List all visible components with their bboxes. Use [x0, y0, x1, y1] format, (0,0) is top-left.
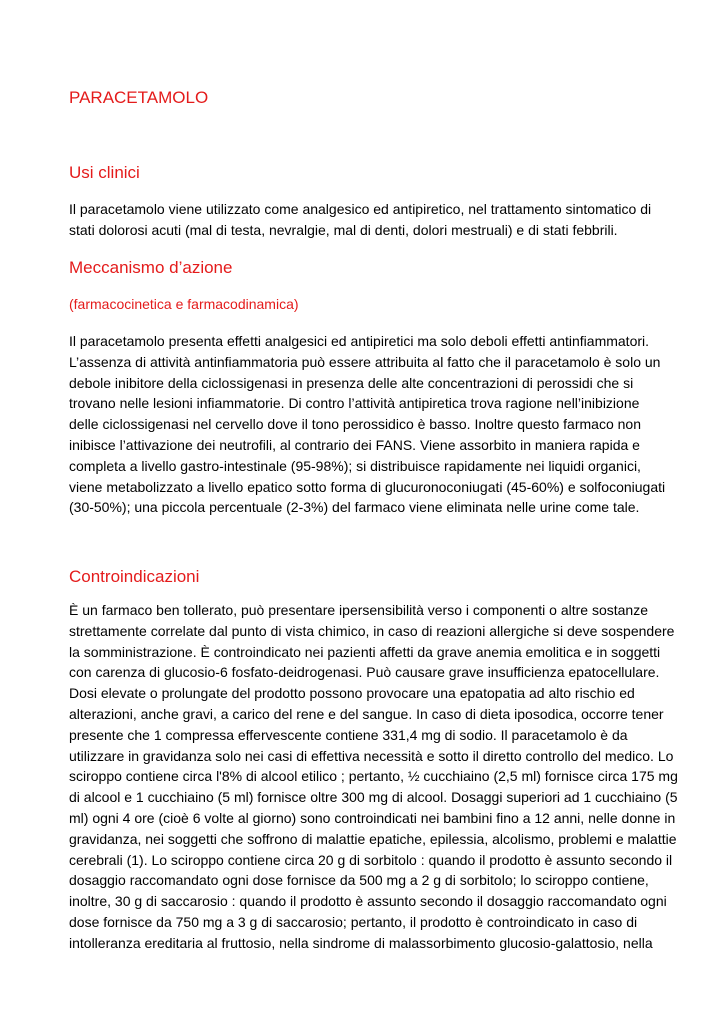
section-heading-meccanismo: Meccanismo d’azione: [69, 258, 233, 277]
text-line: Dosi elevate o prolungate del prodotto possono provocare una epatopatia ad alto rischio ed: [69, 685, 635, 702]
paragraph-meccanismo: [69, 331, 666, 518]
text-line: la somministrazione. È controindicato nei pazienti affetti da grave anemia emolitica e in soggetti: [69, 643, 661, 660]
text-line: completa a livello gastro-intestinale (95-98%); si distribuisce rapidamente nei liquidi organici,: [69, 457, 641, 474]
text-line: (30-50%); una piccola percentuale (2-3%) del farmaco viene eliminata nelle urine come tale.: [69, 499, 640, 516]
text-line: sciroppo contiene circa l'8% di alcool etilico ; pertanto, ½ cucchiaino (2,5 ml) fornisce circa 175 mg: [69, 768, 678, 785]
text-line: debole inibitore della ciclossigenasi in presenza delle alte concentrazioni di perossidi che si: [69, 374, 634, 391]
section-heading-usi-clinici: Usi clinici: [69, 163, 140, 182]
text-line: alterazioni, anche gravi, a carico del rene e del sangue. In caso di dieta iposodica, occorre tener: [69, 705, 664, 722]
paragraph-controindicazioni: [69, 600, 678, 954]
text-line: stati dolorosi acuti (mal di testa, nevralgie, mal di denti, dolori mestruali) e di stati febbrili.: [69, 221, 618, 238]
text-line: inoltre, 30 g di saccarosio : quando il prodotto è assunto secondo il dosaggio raccomandato ogni: [69, 893, 667, 910]
section-subheading-meccanismo: (farmacocinetica e farmacodinamica): [69, 296, 299, 312]
text-line: strettamente correlate dal punto di vista chimico, in caso di reazioni allergiche si deve sospendere: [69, 622, 675, 639]
text-line: gravidanza, nei soggetti che soffrono di malattie epatiche, epilessia, alcolismo, problemi e malattie: [69, 830, 677, 847]
text-line: delle ciclossigenasi nel cervello dove il tono perossidico è basso. Inoltre questo farmaco non: [69, 416, 641, 433]
text-line: L’assenza di attività antinfiammatoria può essere attribuita al fatto che il paracetamolo è solo un: [69, 353, 661, 370]
text-line: con carenza di glucosio-6 fosfato-deidrogenasi. Può causare grave insufficienza epatocellulare.: [69, 664, 660, 681]
section-heading-controindicazioni: Controindicazioni: [69, 567, 200, 586]
text-line: dose fornisce da 750 mg a 3 g di saccarosio; pertanto, il prodotto è controindicato in caso di: [69, 913, 638, 930]
text-line: Il paracetamolo presenta effetti analgesici ed antipiretici ma solo deboli effetti antinfiammatori.: [69, 333, 650, 349]
text-line: trovano nelle lesioni infiammatorie. Di contro l’attività antipiretica trova ragione nell’inibizione: [69, 395, 640, 412]
text-line: utilizzare in gravidanza solo nei casi di effettiva necessità e sotto il diretto controllo del medico. Lo: [69, 747, 674, 764]
document-title: PARACETAMOLO: [69, 88, 209, 107]
paragraph-usi-clinici: [69, 199, 661, 241]
text-line: di alcool e 1 cucchiaino (5 ml) fornisce oltre 300 mg di alcool. Dosaggi superiori ad 1 cucchiaino (5: [69, 789, 678, 806]
text-line: dosaggio raccomandato ogni dose fornisce da 500 mg a 2 g di sorbitolo; lo sciroppo contiene,: [69, 872, 649, 889]
text-line: cerebrali (1). Lo sciroppo contiene circa 20 g di sorbitolo : quando il prodotto è assunto secondo il: [69, 851, 673, 868]
text-line: È un farmaco ben tollerato, può presentare ipersensibilità verso i componenti o altre sostanze: [69, 602, 648, 618]
text-line: inibisce l’attivazione dei neutrofili, al contrario dei FANS. Viene assorbito in maniera rapida e: [69, 436, 640, 453]
text-line: Il paracetamolo viene utilizzato come analgesico ed antipiretico, nel trattamento sintomatico di: [69, 201, 652, 217]
text-line: presente che 1 compressa effervescente contiene 331,4 mg di sodio. Il paracetamolo è da: [69, 726, 628, 743]
text-line: ml) ogni 4 ore (cioè 6 volte al giorno) sono controindicati nei bambini fino a 12 anni, nelle donne in: [69, 809, 676, 826]
text-line: intolleranza ereditaria al fruttosio, nella sindrome di malassorbimento glucosio-galattosio, nella: [69, 934, 653, 951]
text-line: viene metabolizzato a livello epatico sotto forma di glucuronoconiugati (45-60%) e solfoconiugati: [69, 478, 666, 495]
